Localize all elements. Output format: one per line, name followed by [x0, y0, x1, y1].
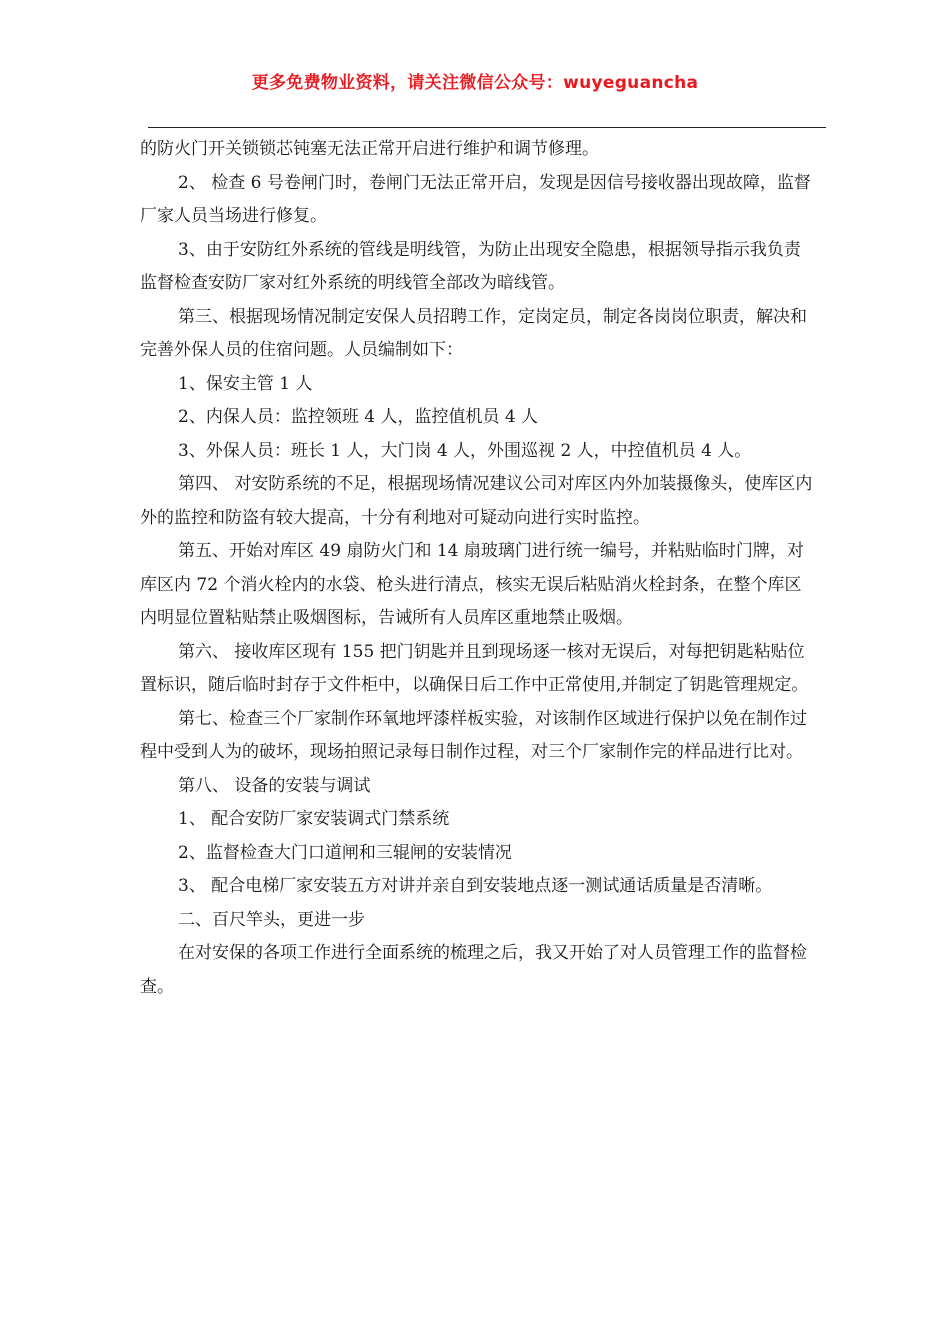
paragraph: 第六、 接收库区现有 155 把门钥匙并且到现场逐一核对无误后，对每把钥匙粘贴位置标识，随后临时封存于文件柜中，以确保日后工作中正常使用,并制定了钥匙管理规定。 [140, 641, 809, 695]
paragraph: 3、由于安防红外系统的管线是明线管，为防止出现安全隐患，根据领导指示我负责监督检查安防厂家对红外系统的明线管全部改为暗线管。 [140, 239, 801, 293]
paragraph: 第七、检查三个厂家制作环氧地坪漆样板实验，对该制作区域进行保护以免在制作过程中受到人为的破坏，现场拍照记录每日制作过程，对三个厂家制作完的样品进行比对。 [140, 708, 807, 762]
list-item: 2、监督检查大门口道闸和三辊闸的安装情况 [178, 842, 512, 863]
list-item: 3、外保人员：班长 1 人，大门岗 4 人，外围巡视 2 人，中控值机员 4 人。 [178, 440, 752, 461]
list-item: 3、 配合电梯厂家安装五方对讲并亲自到安装地点逐一测试通话质量是否清晰。 [178, 876, 773, 896]
document-body [140, 133, 815, 1004]
header-divider [148, 127, 826, 128]
paragraph: 第四、 对安防系统的不足，根据现场情况建议公司对库区内外加装摄像头，使库区内外的监控和防盗有较大提高，十分有利地对可疑动向进行实时监控。 [140, 474, 813, 528]
paragraph: 在对安保的各项工作进行全面系统的梳理之后，我又开始了对人员管理工作的监督检查。 [140, 943, 807, 997]
list-item: 1、保安主管 1 人 [178, 373, 313, 394]
list-item: 2、内保人员：监控领班 4 人，监控值机员 4 人 [178, 407, 539, 427]
paragraph: 的防火门开关锁锁芯钝塞无法正常开启进行维护和调节修理。 [140, 139, 599, 159]
header-banner: 更多免费物业资料，请关注微信公众号：wuyeguancha [251, 73, 699, 93]
paragraph: 2、 检查 6 号卷闸门时，卷闸门无法正常开启，发现是因信号接收器出现故障，监督厂家人员当场进行修复。 [140, 172, 811, 226]
paragraph: 第三、根据现场情况制定安保人员招聘工作，定岗定员，制定各岗岗位职责，解决和完善外保人员的住宿问题。人员编制如下： [140, 306, 807, 360]
section-heading: 第八、 设备的安装与调试 [178, 775, 371, 796]
paragraph: 第五、开始对库区 49 扇防火门和 14 扇玻璃门进行统一编号，并粘贴临时门牌，对库区内 72 个消火栓内的水袋、枪头进行清点，核实无误后粘贴消火栓封条，在整个库区内明显位置粘贴禁止吸烟图标，告诫所有人员库区重地禁止吸烟。 [140, 541, 804, 628]
section-heading: 二、百尺竿头，更进一步 [178, 909, 365, 930]
list-item: 1、 配合安防厂家安装调式门禁系统 [178, 809, 450, 829]
